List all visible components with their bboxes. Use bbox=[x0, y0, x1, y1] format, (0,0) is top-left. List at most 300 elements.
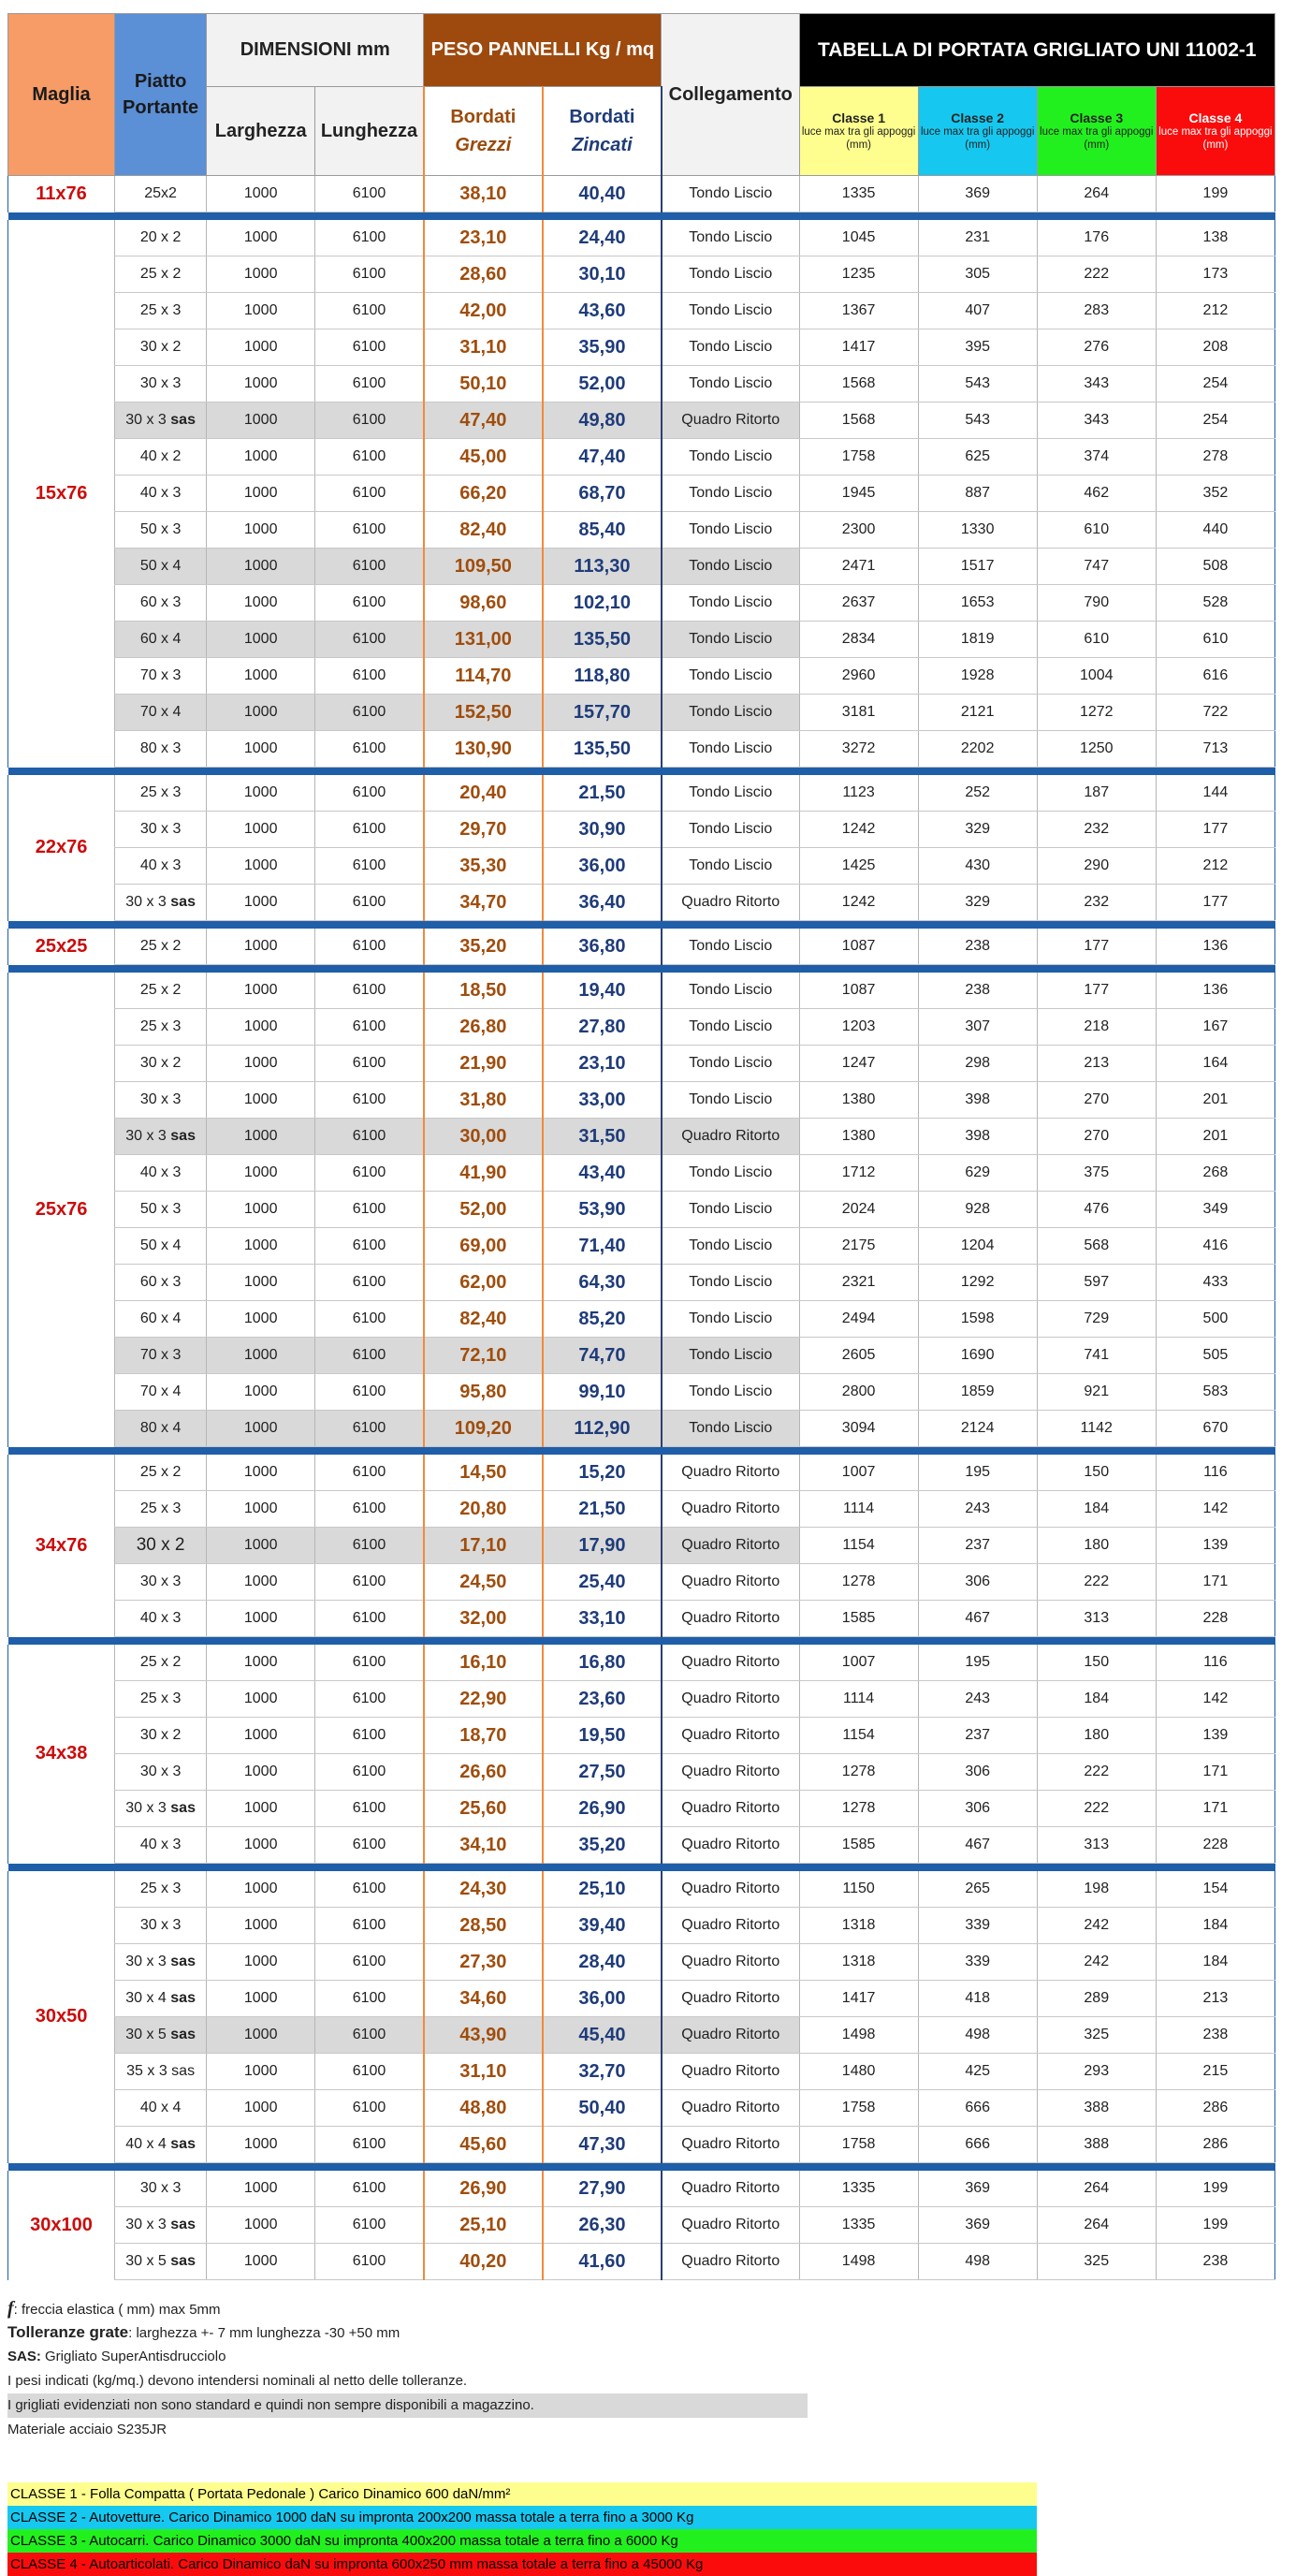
peso-zincati-cell: 23,60 bbox=[543, 1681, 662, 1718]
classe-3-cell: 264 bbox=[1037, 2207, 1156, 2244]
collegamento-cell: Quadro Ritorto bbox=[662, 1791, 799, 1827]
group-separator bbox=[8, 921, 1275, 929]
piatto-value: 30 x 3 bbox=[139, 1917, 182, 1933]
classe-legend-1: CLASSE 1 - Folla Compatta ( Portata Pedonale ) Carico Dinamico 600 daN/mm² bbox=[7, 2482, 1037, 2506]
peso-zincati-cell: 33,10 bbox=[543, 1601, 662, 1637]
larghezza-cell: 1000 bbox=[207, 731, 315, 768]
peso-zincati-cell: 68,70 bbox=[543, 476, 662, 512]
larghezza-cell: 1000 bbox=[207, 695, 315, 731]
classe-3-cell: 198 bbox=[1037, 1871, 1156, 1908]
peso-grezzi-cell: 66,20 bbox=[424, 476, 543, 512]
classe-2-cell: 666 bbox=[918, 2090, 1037, 2127]
collegamento-cell: Quadro Ritorto bbox=[662, 2244, 799, 2280]
classe-3-cell: 597 bbox=[1037, 1265, 1156, 1301]
piatto-cell bbox=[115, 1411, 207, 1447]
piatto-cell bbox=[115, 885, 207, 921]
lunghezza-cell: 6100 bbox=[315, 1082, 424, 1119]
peso-zincati-cell: 135,50 bbox=[543, 731, 662, 768]
larghezza-cell: 1000 bbox=[207, 1601, 315, 1637]
classe-4-cell: 416 bbox=[1156, 1228, 1274, 1265]
larghezza-cell: 1000 bbox=[207, 929, 315, 965]
classe-4-cell: 138 bbox=[1156, 220, 1274, 256]
table-row bbox=[8, 1301, 1275, 1338]
peso-zincati-cell: 27,90 bbox=[543, 2171, 662, 2207]
larghezza-cell: 1000 bbox=[207, 293, 315, 329]
classe-2-cell: 238 bbox=[918, 973, 1037, 1009]
larghezza-cell: 1000 bbox=[207, 220, 315, 256]
table-row bbox=[8, 176, 1275, 212]
larghezza-cell: 1000 bbox=[207, 1791, 315, 1827]
classe-title: Classe 4 bbox=[1188, 110, 1243, 125]
classe-3-cell: 184 bbox=[1037, 1681, 1156, 1718]
table-row bbox=[8, 1192, 1275, 1228]
table-row bbox=[8, 256, 1275, 293]
peso-zincati-cell: 135,50 bbox=[543, 622, 662, 658]
lunghezza-cell: 6100 bbox=[315, 1301, 424, 1338]
peso-grezzi-cell: 69,00 bbox=[424, 1228, 543, 1265]
larghezza-cell: 1000 bbox=[207, 549, 315, 585]
classe-4-cell: 228 bbox=[1156, 1601, 1274, 1637]
classe-1-cell: 1758 bbox=[799, 439, 918, 476]
lunghezza-cell: 6100 bbox=[315, 2054, 424, 2090]
note-materiale: Materiale acciaio S235JR bbox=[7, 2422, 167, 2437]
peso-grezzi-cell: 114,70 bbox=[424, 658, 543, 695]
peso-grezzi-cell: 72,10 bbox=[424, 1338, 543, 1374]
piatto-value: 25 x 3 bbox=[139, 1018, 182, 1034]
lunghezza-cell: 6100 bbox=[315, 1564, 424, 1601]
classe-3-cell: 264 bbox=[1037, 2171, 1156, 2207]
piatto-value: 30 x 2 bbox=[139, 1727, 182, 1743]
peso-grezzi-cell: 50,10 bbox=[424, 366, 543, 402]
group-label-maglia: 11x76 bbox=[8, 176, 115, 212]
collegamento-cell: Tondo Liscio bbox=[662, 439, 799, 476]
sas-flag: sas bbox=[170, 894, 196, 910]
peso-zincati-cell: 19,50 bbox=[543, 1718, 662, 1754]
piatto-cell bbox=[115, 549, 207, 585]
classe-1-cell: 1045 bbox=[799, 220, 918, 256]
table-row bbox=[8, 1908, 1275, 1944]
piatto-cell bbox=[115, 2207, 207, 2244]
classe-2-cell: 1292 bbox=[918, 1265, 1037, 1301]
piatto-value: 25 x 2 bbox=[139, 1464, 182, 1480]
classe-4-cell: 610 bbox=[1156, 622, 1274, 658]
collegamento-cell: Tondo Liscio bbox=[662, 973, 799, 1009]
note-freccia bbox=[7, 2296, 1130, 2320]
piatto-value: 30 x 3 bbox=[139, 821, 182, 837]
classe-3-cell: 388 bbox=[1037, 2127, 1156, 2163]
classe-2-cell: 243 bbox=[918, 1491, 1037, 1528]
classe-4-cell: 199 bbox=[1156, 2207, 1274, 2244]
lunghezza-cell: 6100 bbox=[315, 695, 424, 731]
lunghezza-cell: 6100 bbox=[315, 176, 424, 212]
peso-zincati-cell: 25,10 bbox=[543, 1871, 662, 1908]
piatto-cell bbox=[115, 512, 207, 549]
peso-grezzi-cell: 26,80 bbox=[424, 1009, 543, 1046]
peso-grezzi-cell: 30,00 bbox=[424, 1119, 543, 1155]
piatto-value: 60 x 4 bbox=[139, 1310, 182, 1326]
classe-2-cell: 1928 bbox=[918, 658, 1037, 695]
classe-4-cell: 278 bbox=[1156, 439, 1274, 476]
larghezza-cell: 1000 bbox=[207, 1491, 315, 1528]
table-row bbox=[8, 1944, 1275, 1981]
larghezza-cell: 1000 bbox=[207, 1265, 315, 1301]
classe-2-cell: 1204 bbox=[918, 1228, 1037, 1265]
peso-grezzi-cell: 18,70 bbox=[424, 1718, 543, 1754]
table-row bbox=[8, 1601, 1275, 1637]
lunghezza-cell: 6100 bbox=[315, 2171, 424, 2207]
classe-4-cell: 713 bbox=[1156, 731, 1274, 768]
table-row bbox=[8, 1046, 1275, 1082]
classe-3-cell: 222 bbox=[1037, 1791, 1156, 1827]
table-wrapper bbox=[7, 13, 1275, 2280]
table-row bbox=[8, 973, 1275, 1009]
peso-grezzi-cell: 45,60 bbox=[424, 2127, 543, 2163]
note-sas bbox=[7, 2345, 1130, 2369]
classe-3-cell: 476 bbox=[1037, 1192, 1156, 1228]
classe-4-cell: 171 bbox=[1156, 1791, 1274, 1827]
piatto-value: 40 x 4 bbox=[125, 2136, 167, 2152]
collegamento-cell: Tondo Liscio bbox=[662, 622, 799, 658]
piatto-value: 70 x 4 bbox=[139, 704, 182, 720]
classe-2-cell: 307 bbox=[918, 1009, 1037, 1046]
peso-zincati-cell: 27,80 bbox=[543, 1009, 662, 1046]
piatto-cell bbox=[115, 1944, 207, 1981]
classe-1-cell: 1498 bbox=[799, 2017, 918, 2054]
larghezza-cell: 1000 bbox=[207, 1455, 315, 1491]
classe-4-cell: 177 bbox=[1156, 812, 1274, 848]
piatto-value: 30 x 4 bbox=[125, 1990, 167, 2006]
classe-1-cell: 3181 bbox=[799, 695, 918, 731]
peso-grezzi-cell: 152,50 bbox=[424, 695, 543, 731]
piatto-cell bbox=[115, 1528, 207, 1564]
collegamento-cell: Tondo Liscio bbox=[662, 256, 799, 293]
table-row bbox=[8, 1155, 1275, 1192]
collegamento-cell: Quadro Ritorto bbox=[662, 2171, 799, 2207]
piatto-cell bbox=[115, 658, 207, 695]
classe-4-cell: 184 bbox=[1156, 1908, 1274, 1944]
table-row bbox=[8, 329, 1275, 366]
piatto-value: 40 x 3 bbox=[139, 1837, 182, 1852]
larghezza-cell: 1000 bbox=[207, 1082, 315, 1119]
sas-flag: sas bbox=[170, 1954, 196, 1969]
collegamento-cell: Quadro Ritorto bbox=[662, 1491, 799, 1528]
collegamento-cell: Tondo Liscio bbox=[662, 476, 799, 512]
separator-bar bbox=[8, 768, 1275, 776]
table-row bbox=[8, 1082, 1275, 1119]
piatto-value: 40 x 3 bbox=[139, 1164, 182, 1180]
larghezza-cell: 1000 bbox=[207, 622, 315, 658]
classe-1-cell: 2605 bbox=[799, 1338, 918, 1374]
peso-grezzi-cell: 26,60 bbox=[424, 1754, 543, 1791]
classe-4-cell: 254 bbox=[1156, 402, 1274, 439]
piatto-value: 50 x 3 bbox=[139, 1201, 182, 1217]
piatto-value: 50 x 3 bbox=[139, 521, 182, 537]
table-row bbox=[8, 293, 1275, 329]
classe-4-cell: 500 bbox=[1156, 1301, 1274, 1338]
larghezza-cell: 1000 bbox=[207, 1192, 315, 1228]
piatto-cell bbox=[115, 1265, 207, 1301]
classe-4-cell: 171 bbox=[1156, 1564, 1274, 1601]
peso-grezzi-cell: 109,50 bbox=[424, 549, 543, 585]
piatto-value: 30 x 3 bbox=[125, 2217, 167, 2232]
classe-2-cell: 238 bbox=[918, 929, 1037, 965]
classe-2-cell: 398 bbox=[918, 1082, 1037, 1119]
header-classe-4 bbox=[1156, 87, 1274, 176]
classe-4-cell: 213 bbox=[1156, 1981, 1274, 2017]
table-row bbox=[8, 1981, 1275, 2017]
piatto-value: 30 x 3 bbox=[125, 1800, 167, 1816]
piatto-cell bbox=[115, 1082, 207, 1119]
classe-3-cell: 213 bbox=[1037, 1046, 1156, 1082]
header-collegamento: Collegamento bbox=[662, 14, 799, 176]
lunghezza-cell: 6100 bbox=[315, 973, 424, 1009]
classe-4-cell: 670 bbox=[1156, 1411, 1274, 1447]
classe-1-cell: 1585 bbox=[799, 1601, 918, 1637]
piatto-value: 30 x 2 bbox=[139, 1055, 182, 1071]
peso-zincati-cell: 36,80 bbox=[543, 929, 662, 965]
classe-4-cell: 433 bbox=[1156, 1265, 1274, 1301]
group-separator bbox=[8, 2163, 1275, 2172]
table-row bbox=[8, 2207, 1275, 2244]
larghezza-cell: 1000 bbox=[207, 176, 315, 212]
classe-4-cell: 505 bbox=[1156, 1338, 1274, 1374]
classe-4-cell: 167 bbox=[1156, 1009, 1274, 1046]
collegamento-cell: Quadro Ritorto bbox=[662, 2127, 799, 2163]
classe-1-cell: 1417 bbox=[799, 329, 918, 366]
classe-1-cell: 1585 bbox=[799, 1827, 918, 1864]
lunghezza-cell: 6100 bbox=[315, 1528, 424, 1564]
group-label-maglia: 34x76 bbox=[8, 1455, 115, 1637]
table-row bbox=[8, 1564, 1275, 1601]
peso-zincati-cell: 52,00 bbox=[543, 366, 662, 402]
classe-1-cell: 1498 bbox=[799, 2244, 918, 2280]
collegamento-cell: Quadro Ritorto bbox=[662, 1944, 799, 1981]
peso-zincati-cell: 47,40 bbox=[543, 439, 662, 476]
table-row bbox=[8, 366, 1275, 402]
sas-flag: sas bbox=[170, 1800, 196, 1816]
collegamento-cell: Tondo Liscio bbox=[662, 1374, 799, 1411]
peso-zincati-cell: 49,80 bbox=[543, 402, 662, 439]
table-row bbox=[8, 1827, 1275, 1864]
peso-grezzi-cell: 28,60 bbox=[424, 256, 543, 293]
classe-1-cell: 1318 bbox=[799, 1944, 918, 1981]
lunghezza-cell: 6100 bbox=[315, 1601, 424, 1637]
collegamento-cell: Tondo Liscio bbox=[662, 1301, 799, 1338]
peso-grezzi-cell: 32,00 bbox=[424, 1601, 543, 1637]
classe-3-cell: 1004 bbox=[1037, 658, 1156, 695]
collegamento-cell: Quadro Ritorto bbox=[662, 885, 799, 921]
table-row bbox=[8, 731, 1275, 768]
classe-1-cell: 1278 bbox=[799, 1791, 918, 1827]
classe-1-cell: 1242 bbox=[799, 885, 918, 921]
lunghezza-cell: 6100 bbox=[315, 512, 424, 549]
larghezza-cell: 1000 bbox=[207, 402, 315, 439]
classe-1-cell: 1007 bbox=[799, 1455, 918, 1491]
piatto-cell bbox=[115, 695, 207, 731]
peso-zincati-cell: 36,00 bbox=[543, 848, 662, 885]
classe-2-cell: 887 bbox=[918, 476, 1037, 512]
peso-zincati-cell: 50,40 bbox=[543, 2090, 662, 2127]
classe-2-cell: 243 bbox=[918, 1681, 1037, 1718]
classe-4-cell: 199 bbox=[1156, 2171, 1274, 2207]
peso-zincati-cell: 71,40 bbox=[543, 1228, 662, 1265]
peso-zincati-cell: 35,20 bbox=[543, 1827, 662, 1864]
piatto-cell bbox=[115, 585, 207, 622]
classe-1-cell: 2960 bbox=[799, 658, 918, 695]
group-label-maglia: 22x76 bbox=[8, 775, 115, 921]
peso-grezzi-cell: 16,10 bbox=[424, 1645, 543, 1681]
collegamento-cell: Tondo Liscio bbox=[662, 1082, 799, 1119]
peso-grezzi-cell: 43,90 bbox=[424, 2017, 543, 2054]
classe-1-cell: 1154 bbox=[799, 1718, 918, 1754]
classe-2-cell: 231 bbox=[918, 220, 1037, 256]
header-bordati-zincati bbox=[543, 87, 662, 176]
table-row bbox=[8, 1228, 1275, 1265]
piatto-cell bbox=[115, 1564, 207, 1601]
larghezza-cell: 1000 bbox=[207, 1411, 315, 1447]
piatto-cell bbox=[115, 1046, 207, 1082]
larghezza-cell: 1000 bbox=[207, 585, 315, 622]
piatto-value: 60 x 3 bbox=[139, 1274, 182, 1290]
classe-3-cell: 242 bbox=[1037, 1944, 1156, 1981]
piatto-value: 25x2 bbox=[144, 185, 177, 201]
peso-grezzi-cell: 130,90 bbox=[424, 731, 543, 768]
piatto-cell bbox=[115, 1491, 207, 1528]
peso-zincati-cell: 43,40 bbox=[543, 1155, 662, 1192]
piatto-cell bbox=[115, 220, 207, 256]
table-body bbox=[8, 176, 1275, 2280]
classe-4-cell: 116 bbox=[1156, 1645, 1274, 1681]
collegamento-cell: Quadro Ritorto bbox=[662, 1601, 799, 1637]
collegamento-cell: Tondo Liscio bbox=[662, 812, 799, 848]
freccia-text: : freccia elastica ( mm) max 5mm bbox=[13, 2302, 221, 2318]
separator-bar bbox=[8, 212, 1275, 221]
lunghezza-cell: 6100 bbox=[315, 2017, 424, 2054]
group-label-maglia: 15x76 bbox=[8, 220, 115, 768]
classe-3-cell: 232 bbox=[1037, 885, 1156, 921]
lunghezza-cell: 6100 bbox=[315, 329, 424, 366]
table-row bbox=[8, 622, 1275, 658]
classe-4-cell: 528 bbox=[1156, 585, 1274, 622]
classe-2-cell: 928 bbox=[918, 1192, 1037, 1228]
collegamento-cell: Tondo Liscio bbox=[662, 1411, 799, 1447]
piatto-cell bbox=[115, 1228, 207, 1265]
piatto-value: 25 x 2 bbox=[139, 938, 182, 954]
piatto-cell bbox=[115, 2244, 207, 2280]
piatto-value: 70 x 3 bbox=[139, 1347, 182, 1363]
piatto-value: 25 x 2 bbox=[139, 266, 182, 282]
classe-4-cell: 201 bbox=[1156, 1119, 1274, 1155]
table-row bbox=[8, 220, 1275, 256]
classe-4-cell: 352 bbox=[1156, 476, 1274, 512]
larghezza-cell: 1000 bbox=[207, 1119, 315, 1155]
separator-bar bbox=[8, 965, 1275, 973]
classe-sub: luce max tra gli appoggi (mm) bbox=[920, 126, 1035, 151]
table-row bbox=[8, 439, 1275, 476]
piatto-cell bbox=[115, 1718, 207, 1754]
peso-zincati-cell: 24,40 bbox=[543, 220, 662, 256]
classe-3-cell: 177 bbox=[1037, 929, 1156, 965]
collegamento-cell: Tondo Liscio bbox=[662, 731, 799, 768]
classe-1-cell: 1150 bbox=[799, 1871, 918, 1908]
classe-4-cell: 171 bbox=[1156, 1754, 1274, 1791]
collegamento-cell: Tondo Liscio bbox=[662, 775, 799, 812]
piatto-cell bbox=[115, 439, 207, 476]
collegamento-cell: Tondo Liscio bbox=[662, 585, 799, 622]
classe-1-cell: 2300 bbox=[799, 512, 918, 549]
separator-bar bbox=[8, 1447, 1275, 1456]
peso-zincati-cell: 23,10 bbox=[543, 1046, 662, 1082]
classe-3-cell: 610 bbox=[1037, 512, 1156, 549]
lunghezza-cell: 6100 bbox=[315, 1155, 424, 1192]
header-classe-1 bbox=[799, 87, 918, 176]
peso-grezzi-cell: 40,20 bbox=[424, 2244, 543, 2280]
classe-1-cell: 1114 bbox=[799, 1681, 918, 1718]
header-larghezza: Larghezza bbox=[207, 87, 315, 176]
peso-zincati-cell: 19,40 bbox=[543, 973, 662, 1009]
classe-3-cell: 180 bbox=[1037, 1718, 1156, 1754]
header-grezzi-label: Grezzi bbox=[455, 135, 512, 155]
larghezza-cell: 1000 bbox=[207, 1754, 315, 1791]
classe-2-cell: 629 bbox=[918, 1155, 1037, 1192]
classe-2-cell: 369 bbox=[918, 2171, 1037, 2207]
peso-zincati-cell: 36,00 bbox=[543, 1981, 662, 2017]
classe-3-cell: 374 bbox=[1037, 439, 1156, 476]
piatto-cell bbox=[115, 2171, 207, 2207]
classe-2-cell: 329 bbox=[918, 812, 1037, 848]
larghezza-cell: 1000 bbox=[207, 512, 315, 549]
piatto-cell bbox=[115, 1681, 207, 1718]
lunghezza-cell: 6100 bbox=[315, 402, 424, 439]
classe-title: Classe 3 bbox=[1070, 110, 1124, 125]
classe-2-cell: 369 bbox=[918, 176, 1037, 212]
classe-1-cell: 1367 bbox=[799, 293, 918, 329]
piatto-cell bbox=[115, 1827, 207, 1864]
classe-4-cell: 238 bbox=[1156, 2244, 1274, 2280]
classe-3-cell: 184 bbox=[1037, 1491, 1156, 1528]
peso-zincati-cell: 53,90 bbox=[543, 1192, 662, 1228]
collegamento-cell: Quadro Ritorto bbox=[662, 1981, 799, 2017]
larghezza-cell: 1000 bbox=[207, 2127, 315, 2163]
classe-1-cell: 1154 bbox=[799, 1528, 918, 1564]
classe-2-cell: 1859 bbox=[918, 1374, 1037, 1411]
larghezza-cell: 1000 bbox=[207, 2054, 315, 2090]
larghezza-cell: 1000 bbox=[207, 1528, 315, 1564]
lunghezza-cell: 6100 bbox=[315, 1944, 424, 1981]
classe-4-cell: 142 bbox=[1156, 1491, 1274, 1528]
piatto-cell bbox=[115, 1301, 207, 1338]
collegamento-cell: Tondo Liscio bbox=[662, 176, 799, 212]
classe-4-cell: 268 bbox=[1156, 1155, 1274, 1192]
classe-1-cell: 1247 bbox=[799, 1046, 918, 1082]
classe-4-cell: 583 bbox=[1156, 1374, 1274, 1411]
lunghezza-cell: 6100 bbox=[315, 658, 424, 695]
classe-4-cell: 116 bbox=[1156, 1455, 1274, 1491]
group-label-maglia: 34x38 bbox=[8, 1645, 115, 1864]
peso-zincati-cell: 26,90 bbox=[543, 1791, 662, 1827]
collegamento-cell: Quadro Ritorto bbox=[662, 1681, 799, 1718]
lunghezza-cell: 6100 bbox=[315, 585, 424, 622]
table-row bbox=[8, 1265, 1275, 1301]
classe-1-cell: 1758 bbox=[799, 2090, 918, 2127]
classe-3-cell: 176 bbox=[1037, 220, 1156, 256]
peso-zincati-cell: 39,40 bbox=[543, 1908, 662, 1944]
classe-2-cell: 306 bbox=[918, 1564, 1037, 1601]
header-bordati-label: Bordati bbox=[450, 107, 517, 127]
larghezza-cell: 1000 bbox=[207, 1908, 315, 1944]
classe-1-cell: 2471 bbox=[799, 549, 918, 585]
table-row bbox=[8, 1754, 1275, 1791]
